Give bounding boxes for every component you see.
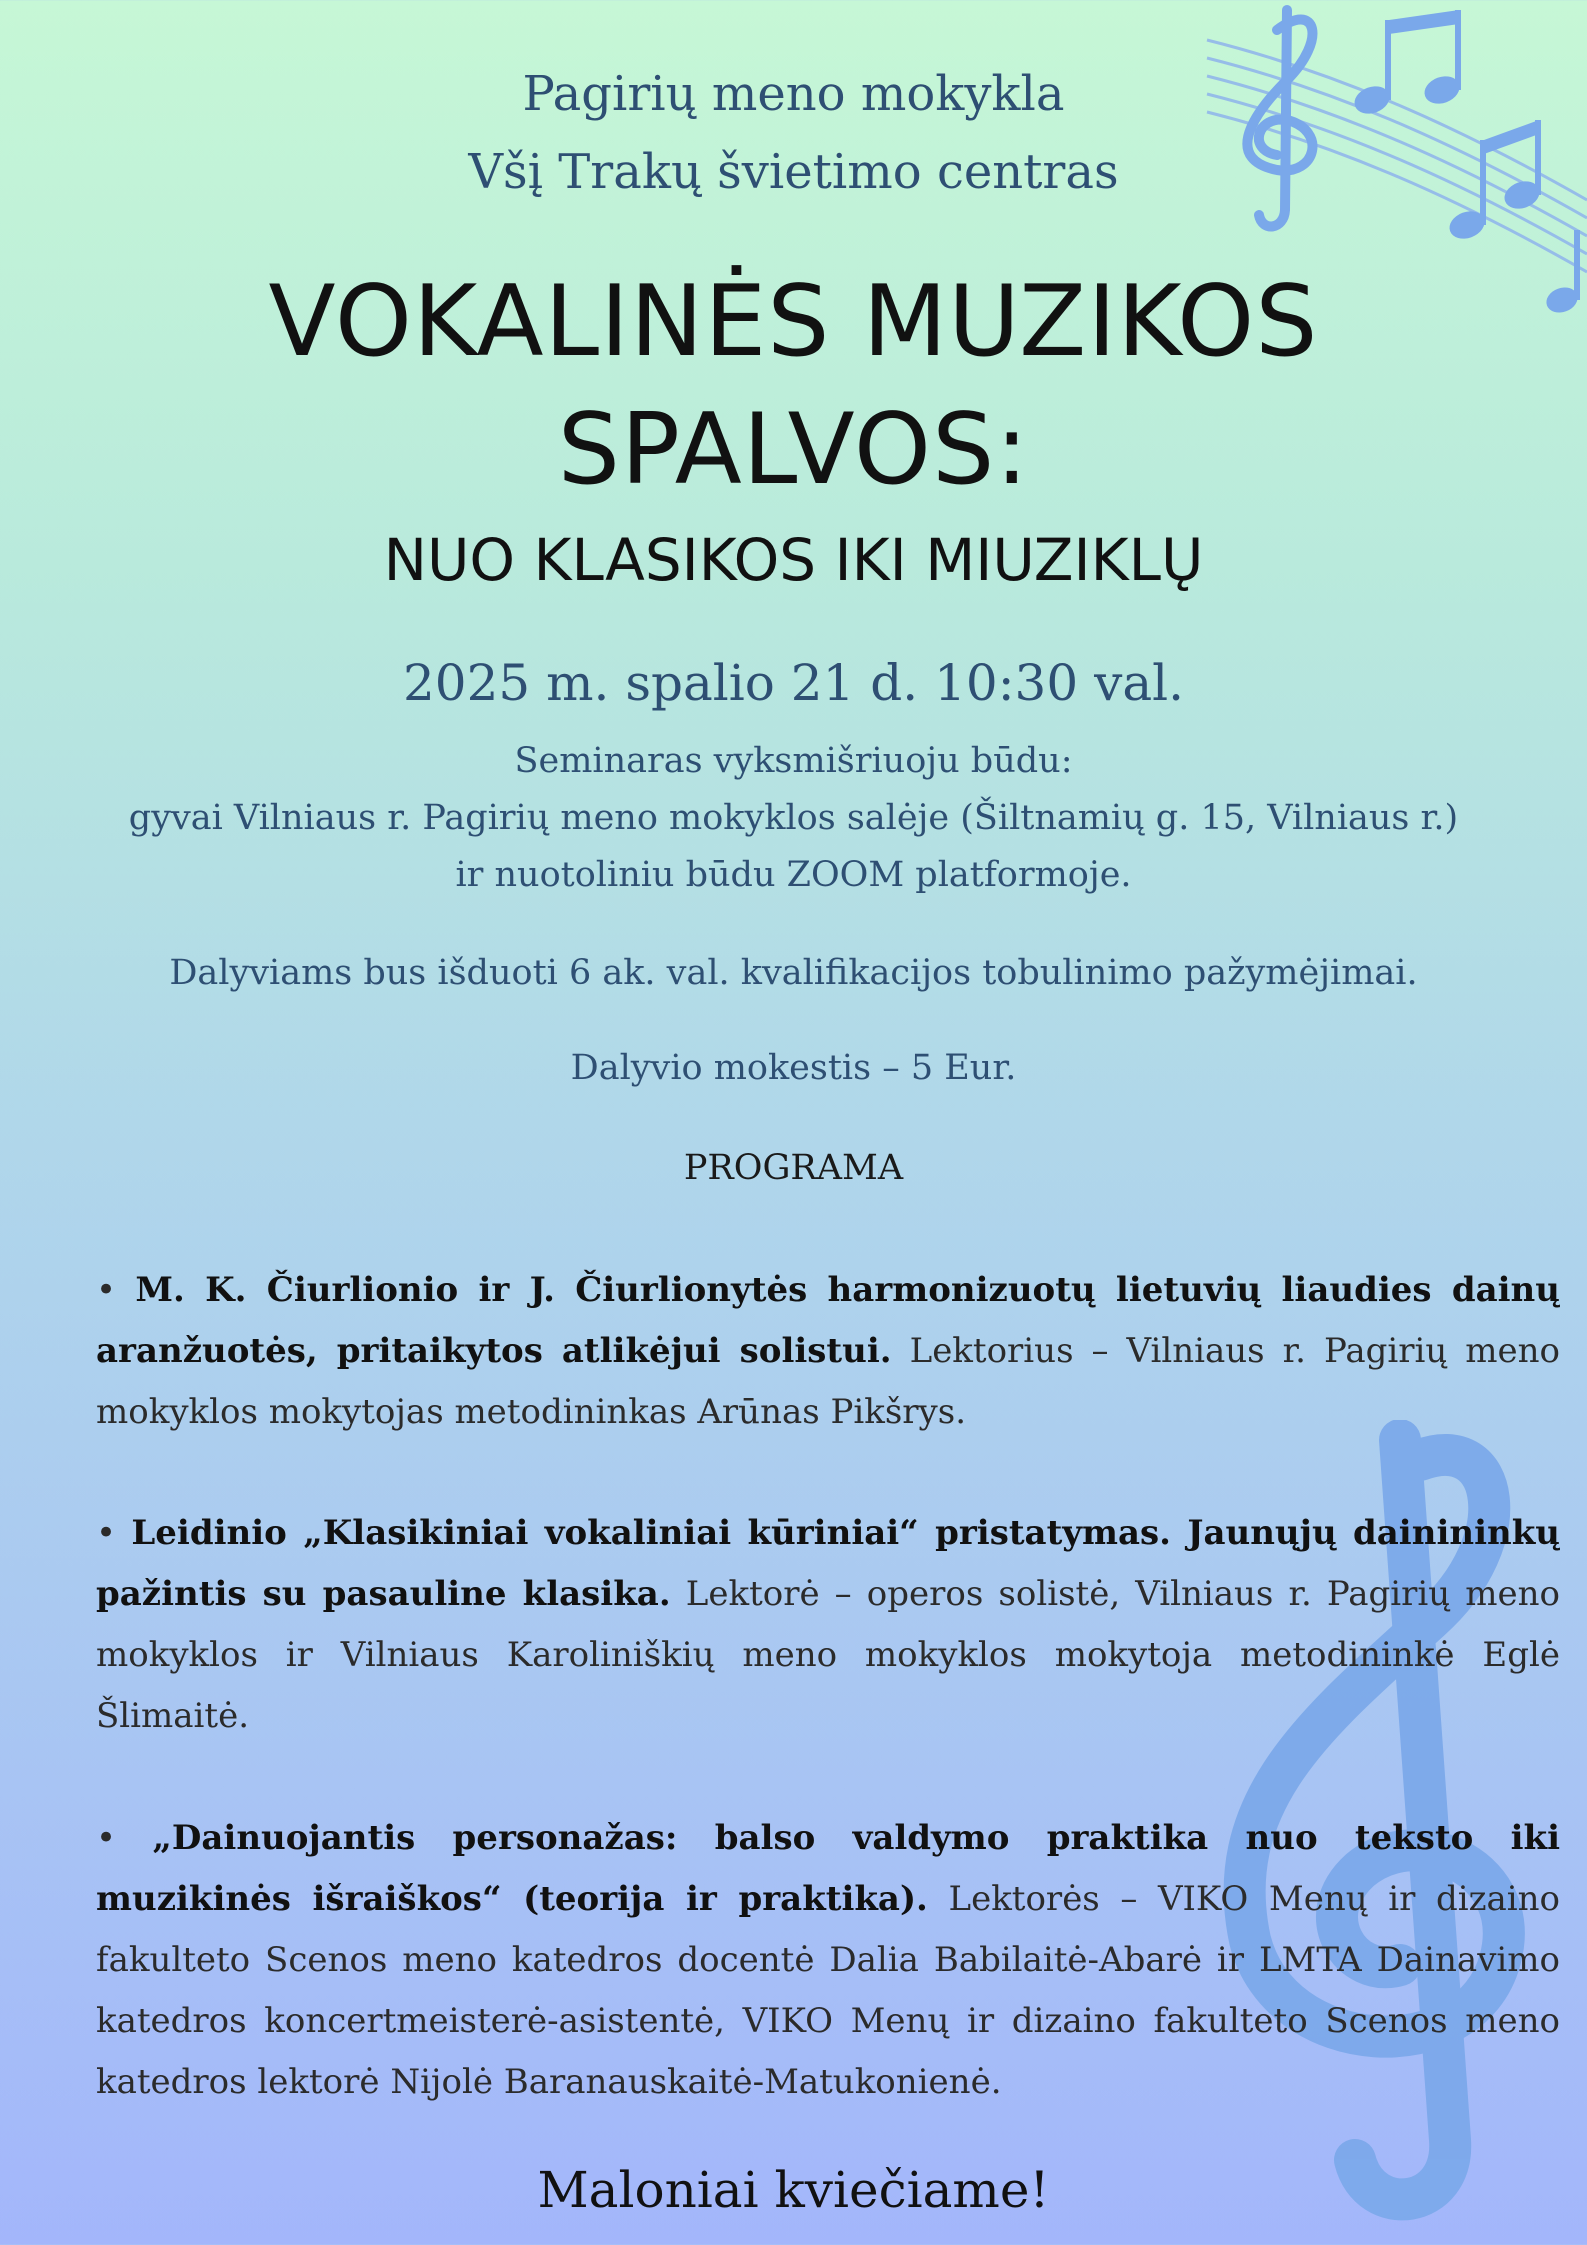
organizer-school: Pagirių meno mokykla bbox=[522, 66, 1065, 122]
organizers bbox=[0, 55, 1587, 211]
organizer-center: Všį Trakų švietimo centras bbox=[468, 144, 1119, 200]
certificates-note: Dalyviams bus išduoti 6 ak. val. kvalifikacijos tobulinimo pažymėjimai. bbox=[169, 953, 1418, 993]
program-item-topic: Leidinio „Klasikiniai vokaliniai kūriniai“ pristatymas. Jaunųjų dainininkų pažintis su pasauline klasika. bbox=[96, 1513, 1560, 1614]
participant-fee: Dalyvio mokestis – 5 Eur. bbox=[570, 1048, 1017, 1088]
bullet: • bbox=[96, 1513, 117, 1553]
program-heading: PROGRAMA bbox=[683, 1148, 904, 1188]
program-item-topic: „Dainuojantis personažas: balso valdymo praktika nuo teksto iki muzikinės išraiškos“ (teorija ir praktika). bbox=[96, 1818, 1561, 1919]
subtitle: NUO KLASIKOS IKI MIUZIKLŲ bbox=[383, 526, 1204, 594]
bullet: • bbox=[96, 1270, 117, 1310]
format-line-1: Seminaras vyksmišriuoju būdu: bbox=[514, 741, 1073, 781]
closing-invitation: Maloniai kviečiame! bbox=[537, 2161, 1050, 2219]
program-item bbox=[96, 1808, 1560, 2113]
title-line-1: VOKALINĖS MUZIKOS bbox=[268, 265, 1319, 379]
program-item-topic: M. K. Čiurlionio ir J. Čiurlionytės harmonizuotų lietuvių liaudies dainų aranžuotės, pritaikytos atlikėjui solistui. bbox=[96, 1270, 1560, 1371]
title-line-2: SPALVOS: bbox=[557, 393, 1030, 507]
program-item bbox=[96, 1503, 1560, 1747]
program-item-lecturer: Lektorius – Vilniaus r. Pagirių meno mokyklos mokytojas metodininkas Arūnas Pikšrys. bbox=[96, 1331, 1560, 1432]
program-item bbox=[96, 1260, 1560, 1443]
event-datetime: 2025 m. spalio 21 d. 10:30 val. bbox=[402, 654, 1185, 712]
program-item-lecturer: Lektorės – VIKO Menų ir dizaino fakulteto Scenos meno katedros docentė Dalia Babilaitė-Abarė ir LMTA Dainavimo katedros koncertmeisterė-asistentė, VIKO Menų ir dizaino fakulteto Scenos meno katedros lektorė Nijolė Baranauskaitė-Matukonienė. bbox=[96, 1879, 1561, 2102]
event-format bbox=[0, 733, 1587, 904]
format-line-2: gyvai Vilniaus r. Pagirių meno mokyklos salėje (Šiltnamių g. 15, Vilniaus r.) bbox=[128, 798, 1459, 838]
format-line-3: ir nuotoliniu būdu ZOOM platformoje. bbox=[455, 855, 1132, 895]
bullet: • bbox=[96, 1818, 117, 1858]
program-item-lecturer: Lektorė – operos solistė, Vilniaus r. Pagirių meno mokyklos ir Vilniaus Karoliniškių meno mokyklos mokytoja metodininkė Eglė Šlimaitė. bbox=[96, 1574, 1560, 1736]
